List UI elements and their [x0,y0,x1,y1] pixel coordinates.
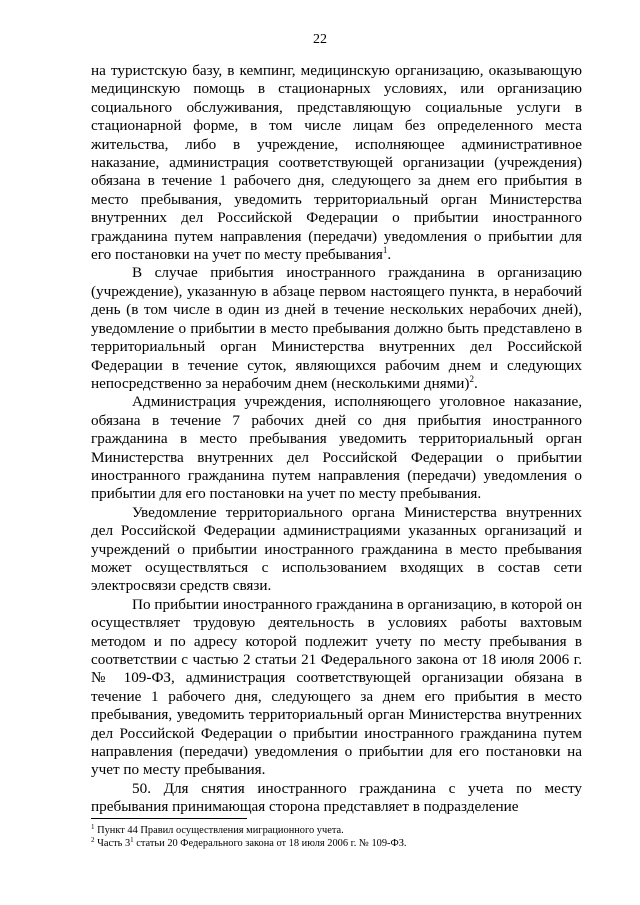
paragraph-4 [91,504,582,596]
footnotes [91,824,582,850]
paragraph-6 [91,780,582,817]
footnote-ref[interactable]: 2 [469,373,474,384]
footnote-mark: 2 [91,836,95,844]
paragraph-text: 50. Для снятия иностранного гражданина с учета по месту пребывания принимающая сторона представляет в подразделение [91,779,582,816]
footnote-1 [91,824,582,837]
footnote-2 [91,837,582,850]
footnote-superscript: 1 [130,836,134,844]
footnote-mark: 1 [91,823,95,831]
body-text [91,62,582,817]
paragraph-1 [91,62,582,264]
paragraph-3 [91,393,582,503]
paragraph-text: В случае прибытия иностранного гражданина в организацию (учреждение), указанную в абзаце первом настоящего пункта, в нерабочий день (в том числе в один из дней в течение нескольких нерабочих дней), уведомление о прибытии в место пребывания должно быть представлено в территориальный орган Министерства внутренних дел Российской Федерации в течение суток, являющихся рабочим днем и следующих непосредственно за нерабочим днем (несколькими днями) [91,264,582,392]
footnote-ref[interactable]: 1 [382,245,388,256]
paragraph-trailing: . [387,246,392,264]
paragraph-text: Администрация учреждения, исполняющего уголовное наказание, обязана в течение 7 рабочих дней со дня прибытия иностранного гражданина в место пребывания уведомить территориальный орган Министерства внутренних дел Российской Федерации о прибытии иностранного гражданина путем направления (передачи) уведомления о прибытии для его постановки на учет по месту пребывания. [91,393,582,503]
footnote-divider [91,818,247,819]
page-number: 22 [313,32,327,47]
footnote-text: Часть 3 [94,838,131,849]
paragraph-trailing: . [474,374,478,392]
paragraph-text: По прибытии иностранного гражданина в организацию, в которой он осуществляет трудовую деятельность в условиях работы вахтовым методом и по адресу которой подлежит учету по месту пребывания в соответствии с частью 2 статьи 21 Федерального закона от 18 июля 2006 г. № 109-ФЗ, администрация соответствующей организации обязана в течение 1 рабочего дня, следующего за днем его прибытия в место пребывания, уведомить территориальный орган Министерства внутренних дел Российской Федерации о прибытии иностранного гражданина путем направления (передачи) уведомления о прибытии для его постановки на учет по месту пребывания. [91,595,582,779]
paragraph-text: на туристскую базу, в кемпинг, медицинскую организацию, оказывающую медицинскую помощь в стационарных условиях, или организацию социального обслуживания, представляющую социальные услуги в стационарной форме, в том числе лицам без определенного места жительства, либо в учреждение, исполняющее административное наказание, администрация соответствующей организации (учреждения) обязана в течение 1 рабочего дня, следующего за днем его прибытия в место пребывания, уведомить территориальный орган Министерства внутренних дел Российской Федерации о прибытии иностранного гражданина путем направления (передачи) уведомления о прибытии для его постановки на учет по месту пребывания [91,62,582,264]
paragraph-5 [91,596,582,780]
footnote-text: Пункт 44 Правил осуществления миграционного учета. [94,825,344,836]
paragraph-2 [91,264,582,393]
paragraph-text: Уведомление территориального органа Министерства внутренних дел Российской Федерации администрациями указанных организаций и учреждений о прибытии иностранного гражданина в место пребывания может осуществляться с использованием входящих в состав сети электросвязи средств связи. [91,503,582,595]
footnote-text-continued: статьи 20 Федерального закона от 18 июля 2006 г. № 109-ФЗ. [133,838,407,849]
